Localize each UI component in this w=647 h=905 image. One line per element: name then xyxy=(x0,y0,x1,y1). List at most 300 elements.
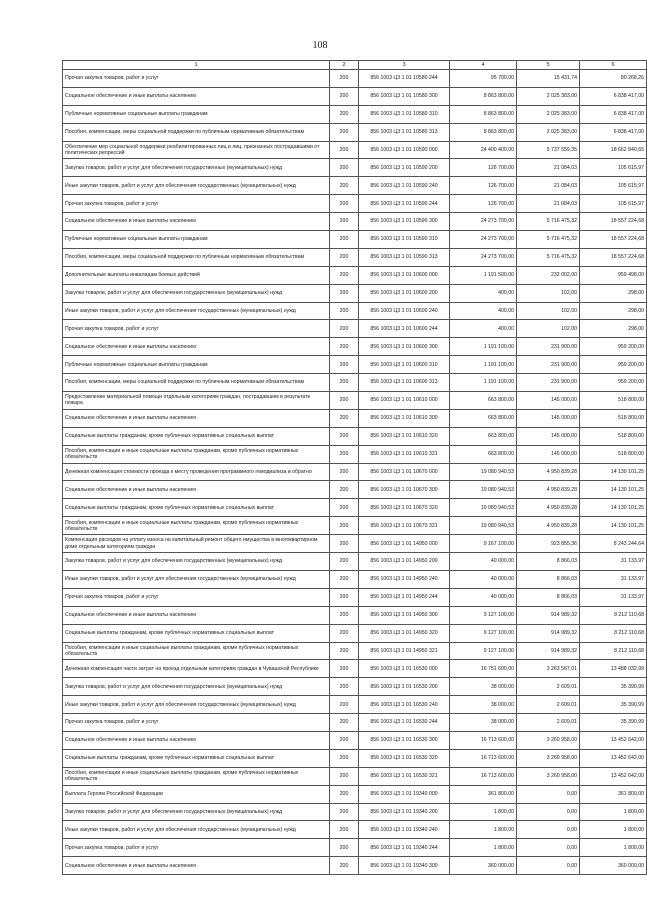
row-rest-cell: 1 800,00 xyxy=(580,839,647,857)
row-code-cell: 200 xyxy=(330,749,359,767)
row-plan-cell: 126 700,00 xyxy=(450,159,517,177)
row-kbk-cell: 856 1003 Ц3 1 01 14950 000 xyxy=(359,535,450,553)
row-fact-cell: 2 609,01 xyxy=(517,714,580,732)
row-plan-cell: 9 127 100,00 xyxy=(450,624,517,642)
row-name-cell: Иные закупки товаров, работ и услуг для обеспечения государственных (муниципальных) нужд xyxy=(63,177,330,195)
row-plan-cell: 16 713 600,00 xyxy=(450,749,517,767)
row-name-cell: Дополнительные выплаты инвалидам боевых действий xyxy=(63,266,330,284)
row-kbk-cell: 856 1003 Ц3 1 01 10590 200 xyxy=(359,159,450,177)
row-rest-cell: 959 200,00 xyxy=(580,374,647,392)
row-rest-cell: 8 243 244,64 xyxy=(580,535,647,553)
header-cell: 1 xyxy=(63,61,330,70)
row-code-cell: 200 xyxy=(330,105,359,123)
row-rest-cell: 18 662 840,65 xyxy=(580,141,647,159)
row-fact-cell: 231 900,00 xyxy=(517,338,580,356)
row-kbk-cell: 856 1003 Ц3 1 01 14950 321 xyxy=(359,642,450,660)
row-name-cell: Социальное обеспечение и иные выплаты населению xyxy=(63,481,330,499)
row-name-cell: Обеспечение мер социальной поддержки реабилитированных лиц и лиц, признанных пострадавшими от политических репрессий xyxy=(63,141,330,159)
row-rest-cell: 14 130 101,25 xyxy=(580,517,647,535)
row-code-cell: 200 xyxy=(330,284,359,302)
row-name-cell: Пособия, компенсации, меры социальной поддержки по публичным нормативным обязательствам xyxy=(63,123,330,141)
row-kbk-cell: 856 1003 Ц3 1 01 10610 000 xyxy=(359,392,450,410)
row-plan-cell: 1 191 100,00 xyxy=(450,356,517,374)
row-name-cell: Прочая закупка товаров, работ и услуг xyxy=(63,588,330,606)
row-plan-cell: 8 863 800,00 xyxy=(450,87,517,105)
row-fact-cell: 2 025 383,00 xyxy=(517,123,580,141)
row-plan-cell: 663 800,00 xyxy=(450,427,517,445)
row-plan-cell: 38 000,00 xyxy=(450,714,517,732)
row-code-cell: 200 xyxy=(330,374,359,392)
row-kbk-cell: 856 1003 Ц3 1 01 10580 300 xyxy=(359,87,450,105)
table-row xyxy=(63,445,647,463)
row-name-cell: Пособия, компенсации и иные социальные выплаты гражданам, кроме публичных нормативных обязательств xyxy=(63,767,330,785)
row-code-cell: 200 xyxy=(330,553,359,571)
row-plan-cell: 663 800,00 xyxy=(450,409,517,427)
row-plan-cell: 19 080 940,53 xyxy=(450,499,517,517)
row-code-cell: 200 xyxy=(330,499,359,517)
row-rest-cell: 18 557 224,68 xyxy=(580,248,647,266)
row-kbk-cell: 856 1003 Ц3 1 01 19340 000 xyxy=(359,785,450,803)
row-code-cell: 200 xyxy=(330,714,359,732)
table-row xyxy=(63,248,647,266)
row-name-cell: Пособия, компенсации и иные социальные выплаты гражданам, кроме публичных нормативных обязательств xyxy=(63,517,330,535)
row-kbk-cell: 856 1003 Ц3 1 01 14950 300 xyxy=(359,606,450,624)
row-fact-cell: 4 950 839,28 xyxy=(517,517,580,535)
row-kbk-cell: 856 1003 Ц3 1 01 10590 310 xyxy=(359,231,450,249)
row-fact-cell: 145 000,00 xyxy=(517,392,580,410)
row-plan-cell: 24 273 700,00 xyxy=(450,248,517,266)
row-code-cell: 200 xyxy=(330,427,359,445)
row-kbk-cell: 856 1003 Ц3 1 01 10670 000 xyxy=(359,463,450,481)
table-row xyxy=(63,803,647,821)
row-kbk-cell: 856 1003 Ц3 1 01 10610 321 xyxy=(359,445,450,463)
table-row xyxy=(63,714,647,732)
row-fact-cell: 0,00 xyxy=(517,821,580,839)
row-plan-cell: 8 863 800,00 xyxy=(450,105,517,123)
row-name-cell: Прочая закупка товаров, работ и услуг xyxy=(63,70,330,88)
row-plan-cell: 1 800,00 xyxy=(450,803,517,821)
table-row xyxy=(63,213,647,231)
row-kbk-cell: 856 1003 Ц3 1 01 16530 320 xyxy=(359,749,450,767)
row-rest-cell: 8 212 110,68 xyxy=(580,624,647,642)
row-name-cell: Иные закупки товаров, работ и услуг для обеспечения государственных (муниципальных) нужд xyxy=(63,570,330,588)
row-kbk-cell: 856 1003 Ц3 1 01 19340 300 xyxy=(359,857,450,875)
row-kbk-cell: 856 1003 Ц3 1 01 19340 244 xyxy=(359,839,450,857)
row-rest-cell: 105 615,97 xyxy=(580,177,647,195)
row-rest-cell: 31 133,97 xyxy=(580,570,647,588)
row-kbk-cell: 856 1003 Ц3 1 01 10670 321 xyxy=(359,517,450,535)
row-code-cell: 200 xyxy=(330,821,359,839)
row-name-cell: Закупка товаров, работ и услуг для обеспечения государственных (муниципальных) нужд xyxy=(63,553,330,571)
row-code-cell: 200 xyxy=(330,248,359,266)
table-row xyxy=(63,821,647,839)
row-code-cell: 200 xyxy=(330,642,359,660)
table-row xyxy=(63,839,647,857)
row-kbk-cell: 856 1003 Ц3 1 01 10670 300 xyxy=(359,481,450,499)
row-plan-cell: 19 080 940,53 xyxy=(450,463,517,481)
row-name-cell: Пособия, компенсации, меры социальной поддержки по публичным нормативным обязательствам xyxy=(63,374,330,392)
row-plan-cell: 400,00 xyxy=(450,284,517,302)
row-kbk-cell: 856 1003 Ц3 1 01 19340 200 xyxy=(359,803,450,821)
row-name-cell: Социальное обеспечение и иные выплаты населению xyxy=(63,213,330,231)
row-name-cell: Социальное обеспечение и иные выплаты населению xyxy=(63,409,330,427)
row-plan-cell: 40 000,00 xyxy=(450,588,517,606)
table-row xyxy=(63,284,647,302)
row-kbk-cell: 856 1003 Ц3 1 01 16530 244 xyxy=(359,714,450,732)
row-code-cell: 200 xyxy=(330,409,359,427)
row-name-cell: Закупка товаров, работ и услуг для обеспечения государственных (муниципальных) нужд xyxy=(63,284,330,302)
row-code-cell: 200 xyxy=(330,857,359,875)
row-rest-cell: 14 130 101,25 xyxy=(580,481,647,499)
table-header-row xyxy=(63,61,647,70)
row-code-cell: 200 xyxy=(330,803,359,821)
row-plan-cell: 1 800,00 xyxy=(450,839,517,857)
row-plan-cell: 19 080 940,53 xyxy=(450,517,517,535)
budget-table xyxy=(62,60,647,875)
row-fact-cell: 914 989,32 xyxy=(517,606,580,624)
row-rest-cell: 518 800,00 xyxy=(580,409,647,427)
table-row xyxy=(63,767,647,785)
row-code-cell: 200 xyxy=(330,535,359,553)
row-plan-cell: 24 400 400,00 xyxy=(450,141,517,159)
row-fact-cell: 8 866,03 xyxy=(517,570,580,588)
row-kbk-cell: 856 1003 Ц3 1 01 14950 320 xyxy=(359,624,450,642)
row-name-cell: Закупка товаров, работ и услуг для обеспечения государственных (муниципальных) нужд xyxy=(63,803,330,821)
row-rest-cell: 18 557 224,68 xyxy=(580,213,647,231)
header-cell: 5 xyxy=(517,61,580,70)
row-fact-cell: 2 609,01 xyxy=(517,678,580,696)
row-kbk-cell: 856 1003 Ц3 1 01 14950 200 xyxy=(359,553,450,571)
row-kbk-cell: 856 1003 Ц3 1 01 10600 310 xyxy=(359,356,450,374)
row-fact-cell: 2 609,01 xyxy=(517,696,580,714)
row-fact-cell: 3 260 958,00 xyxy=(517,767,580,785)
row-code-cell: 200 xyxy=(330,517,359,535)
table-row xyxy=(63,660,647,678)
row-kbk-cell: 856 1003 Ц3 1 01 10580 313 xyxy=(359,123,450,141)
row-fact-cell: 102,00 xyxy=(517,320,580,338)
row-name-cell: Прочая закупка товаров, работ и услуг xyxy=(63,839,330,857)
row-plan-cell: 1 191 100,00 xyxy=(450,338,517,356)
row-fact-cell: 0,00 xyxy=(517,803,580,821)
table-row xyxy=(63,624,647,642)
row-name-cell: Иные закупки товаров, работ и услуг для обеспечения государственных (муниципальных) нужд xyxy=(63,696,330,714)
row-name-cell: Предоставление материальной помощи отдельным категориям граждан, пострадавшим в результате пожара xyxy=(63,392,330,410)
row-rest-cell: 13 452 642,00 xyxy=(580,731,647,749)
row-fact-cell: 8 866,03 xyxy=(517,553,580,571)
row-name-cell: Прочая закупка товаров, работ и услуг xyxy=(63,320,330,338)
row-rest-cell: 13 488 032,99 xyxy=(580,660,647,678)
row-fact-cell: 3 263 567,01 xyxy=(517,660,580,678)
row-code-cell: 200 xyxy=(330,678,359,696)
row-rest-cell: 80 268,26 xyxy=(580,70,647,88)
row-rest-cell: 298,00 xyxy=(580,284,647,302)
row-rest-cell: 14 130 101,25 xyxy=(580,463,647,481)
table-row xyxy=(63,320,647,338)
row-fact-cell: 145 000,00 xyxy=(517,445,580,463)
row-plan-cell: 663 800,00 xyxy=(450,392,517,410)
row-fact-cell: 923 855,36 xyxy=(517,535,580,553)
table-row xyxy=(63,266,647,284)
row-code-cell: 200 xyxy=(330,70,359,88)
header-cell: 6 xyxy=(580,61,647,70)
row-rest-cell: 14 130 101,25 xyxy=(580,499,647,517)
table-row xyxy=(63,409,647,427)
row-plan-cell: 400,00 xyxy=(450,302,517,320)
row-name-cell: Социальные выплаты гражданам, кроме публичных нормативных социальных выплат xyxy=(63,427,330,445)
table-row xyxy=(63,159,647,177)
row-kbk-cell: 856 1003 Ц3 1 01 14950 240 xyxy=(359,570,450,588)
row-rest-cell: 35 390,99 xyxy=(580,714,647,732)
row-rest-cell: 6 838 417,00 xyxy=(580,87,647,105)
table-row xyxy=(63,463,647,481)
row-code-cell: 200 xyxy=(330,177,359,195)
row-name-cell: Социальные выплаты гражданам, кроме публичных нормативных социальных выплат xyxy=(63,624,330,642)
table-row xyxy=(63,70,647,88)
row-name-cell: Публичные нормативные социальные выплаты гражданам xyxy=(63,105,330,123)
row-rest-cell: 1 800,00 xyxy=(580,821,647,839)
table-row xyxy=(63,642,647,660)
table-row xyxy=(63,535,647,553)
table-row xyxy=(63,123,647,141)
row-rest-cell: 13 452 642,00 xyxy=(580,749,647,767)
row-fact-cell: 145 000,00 xyxy=(517,409,580,427)
row-code-cell: 200 xyxy=(330,624,359,642)
row-rest-cell: 35 390,99 xyxy=(580,696,647,714)
row-plan-cell: 16 751 600,00 xyxy=(450,660,517,678)
row-kbk-cell: 856 1003 Ц3 1 01 16530 240 xyxy=(359,696,450,714)
row-fact-cell: 0,00 xyxy=(517,857,580,875)
table-row xyxy=(63,553,647,571)
row-plan-cell: 19 080 940,53 xyxy=(450,481,517,499)
table-row xyxy=(63,749,647,767)
row-code-cell: 200 xyxy=(330,481,359,499)
row-name-cell: Компенсация расходов на уплату взноса на капитальный ремонт общего имущества в многоквартирном доме отдельным категориям граждан xyxy=(63,535,330,553)
row-name-cell: Денежная компенсация части затрат на проезд отдельным категориям граждан в Чувашской Республике xyxy=(63,660,330,678)
row-code-cell: 200 xyxy=(330,141,359,159)
row-code-cell: 200 xyxy=(330,213,359,231)
row-fact-cell: 231 900,00 xyxy=(517,356,580,374)
row-code-cell: 200 xyxy=(330,463,359,481)
row-name-cell: Пособия, компенсации и иные социальные выплаты гражданам, кроме публичных нормативных обязательств xyxy=(63,642,330,660)
row-code-cell: 200 xyxy=(330,159,359,177)
row-code-cell: 200 xyxy=(330,266,359,284)
row-name-cell: Публичные нормативные социальные выплаты гражданам xyxy=(63,356,330,374)
row-fact-cell: 4 950 839,28 xyxy=(517,463,580,481)
row-plan-cell: 40 000,00 xyxy=(450,553,517,571)
row-plan-cell: 24 273 700,00 xyxy=(450,231,517,249)
row-kbk-cell: 856 1003 Ц3 1 01 10610 320 xyxy=(359,427,450,445)
row-kbk-cell: 856 1003 Ц3 1 01 10600 313 xyxy=(359,374,450,392)
row-name-cell: Социальное обеспечение и иные выплаты населению xyxy=(63,606,330,624)
row-plan-cell: 1 191 100,00 xyxy=(450,374,517,392)
row-plan-cell: 360 000,00 xyxy=(450,857,517,875)
row-rest-cell: 360 000,00 xyxy=(580,857,647,875)
row-code-cell: 200 xyxy=(330,195,359,213)
table-row xyxy=(63,588,647,606)
row-code-cell: 200 xyxy=(330,231,359,249)
row-name-cell: Социальные выплаты гражданам, кроме публичных нормативных социальных выплат xyxy=(63,749,330,767)
row-fact-cell: 5 737 559,35 xyxy=(517,141,580,159)
page-number: 108 xyxy=(312,40,328,51)
row-plan-cell: 95 700,00 xyxy=(450,70,517,88)
table-row xyxy=(63,678,647,696)
row-kbk-cell: 856 1003 Ц3 1 01 10610 300 xyxy=(359,409,450,427)
row-fact-cell: 2 025 383,00 xyxy=(517,105,580,123)
row-plan-cell: 9 127 100,00 xyxy=(450,606,517,624)
row-fact-cell: 231 900,00 xyxy=(517,374,580,392)
row-code-cell: 200 xyxy=(330,338,359,356)
row-fact-cell: 21 084,03 xyxy=(517,159,580,177)
row-code-cell: 200 xyxy=(330,606,359,624)
row-rest-cell: 31 133,97 xyxy=(580,553,647,571)
row-kbk-cell: 856 1003 Ц3 1 01 10580 310 xyxy=(359,105,450,123)
row-plan-cell: 40 000,00 xyxy=(450,570,517,588)
row-rest-cell: 1 800,00 xyxy=(580,803,647,821)
row-rest-cell: 8 212 110,68 xyxy=(580,642,647,660)
row-kbk-cell: 856 1003 Ц3 1 01 10600 200 xyxy=(359,284,450,302)
row-name-cell: Пособия, компенсации и иные социальные выплаты гражданам, кроме публичных нормативных обязательств xyxy=(63,445,330,463)
row-fact-cell: 5 716 475,32 xyxy=(517,248,580,266)
row-name-cell: Социальное обеспечение и иные выплаты населению xyxy=(63,857,330,875)
row-plan-cell: 400,00 xyxy=(450,320,517,338)
row-fact-cell: 4 950 839,28 xyxy=(517,499,580,517)
row-kbk-cell: 856 1003 Ц3 1 01 10590 244 xyxy=(359,195,450,213)
header-cell: 2 xyxy=(330,61,359,70)
table-row xyxy=(63,374,647,392)
row-fact-cell: 3 260 958,00 xyxy=(517,731,580,749)
row-name-cell: Пособия, компенсации, меры социальной поддержки по публичным нормативным обязательствам xyxy=(63,248,330,266)
table-row xyxy=(63,481,647,499)
row-name-cell: Прочая закупка товаров, работ и услуг xyxy=(63,195,330,213)
row-kbk-cell: 856 1003 Ц3 1 01 19340 240 xyxy=(359,821,450,839)
row-fact-cell: 102,00 xyxy=(517,284,580,302)
row-plan-cell: 9 167 100,00 xyxy=(450,535,517,553)
row-rest-cell: 518 800,00 xyxy=(580,427,647,445)
row-fact-cell: 914 989,32 xyxy=(517,624,580,642)
row-fact-cell: 21 084,03 xyxy=(517,195,580,213)
row-rest-cell: 13 452 642,00 xyxy=(580,767,647,785)
table-row xyxy=(63,356,647,374)
row-plan-cell: 8 863 800,00 xyxy=(450,123,517,141)
table-row xyxy=(63,105,647,123)
row-name-cell: Закупка товаров, работ и услуг для обеспечения государственных (муниципальных) нужд xyxy=(63,678,330,696)
row-fact-cell: 914 989,32 xyxy=(517,642,580,660)
row-code-cell: 200 xyxy=(330,570,359,588)
row-rest-cell: 518 800,00 xyxy=(580,445,647,463)
table-row xyxy=(63,696,647,714)
table-row xyxy=(63,499,647,517)
row-code-cell: 200 xyxy=(330,696,359,714)
row-kbk-cell: 856 1003 Ц3 1 01 10600 244 xyxy=(359,320,450,338)
row-kbk-cell: 856 1003 Ц3 1 01 16530 300 xyxy=(359,731,450,749)
row-name-cell: Иные закупки товаров, работ и услуг для обеспечения государственных (муниципальных) нужд xyxy=(63,821,330,839)
row-plan-cell: 1 800,00 xyxy=(450,821,517,839)
row-code-cell: 200 xyxy=(330,445,359,463)
row-kbk-cell: 856 1003 Ц3 1 01 10600 300 xyxy=(359,338,450,356)
row-kbk-cell: 856 1003 Ц3 1 01 10670 320 xyxy=(359,499,450,517)
table-row xyxy=(63,427,647,445)
row-fact-cell: 8 866,03 xyxy=(517,588,580,606)
table-row xyxy=(63,302,647,320)
table-row xyxy=(63,857,647,875)
table-row xyxy=(63,231,647,249)
row-name-cell: Денежная компенсация стоимости проезда к месту проведения программного гемодиализа и обратно xyxy=(63,463,330,481)
table-row xyxy=(63,517,647,535)
row-code-cell: 200 xyxy=(330,767,359,785)
row-name-cell: Социальные выплаты гражданам, кроме публичных нормативных социальных выплат xyxy=(63,499,330,517)
table-body xyxy=(63,70,647,875)
row-rest-cell: 31 133,97 xyxy=(580,588,647,606)
row-rest-cell: 361 800,00 xyxy=(580,785,647,803)
header-cell: 4 xyxy=(450,61,517,70)
header-cell: 3 xyxy=(359,61,450,70)
row-kbk-cell: 856 1003 Ц3 1 01 14950 244 xyxy=(359,588,450,606)
table-row xyxy=(63,195,647,213)
row-kbk-cell: 856 1003 Ц3 1 01 10590 240 xyxy=(359,177,450,195)
row-rest-cell: 298,00 xyxy=(580,302,647,320)
row-plan-cell: 126 700,00 xyxy=(450,177,517,195)
row-plan-cell: 38 000,00 xyxy=(450,678,517,696)
row-code-cell: 200 xyxy=(330,87,359,105)
row-kbk-cell: 856 1003 Ц3 1 01 16530 321 xyxy=(359,767,450,785)
row-kbk-cell: 856 1003 Ц3 1 01 16530 200 xyxy=(359,678,450,696)
row-kbk-cell: 856 1003 Ц3 1 01 10600 000 xyxy=(359,266,450,284)
row-fact-cell: 0,00 xyxy=(517,785,580,803)
row-kbk-cell: 856 1003 Ц3 1 01 10580 244 xyxy=(359,70,450,88)
row-plan-cell: 9 127 100,00 xyxy=(450,642,517,660)
table-row xyxy=(63,177,647,195)
row-plan-cell: 1 191 500,00 xyxy=(450,266,517,284)
row-code-cell: 200 xyxy=(330,356,359,374)
row-plan-cell: 38 000,00 xyxy=(450,696,517,714)
row-name-cell: Выплата Героям Российской Федерации xyxy=(63,785,330,803)
row-kbk-cell: 856 1003 Ц3 1 01 10600 240 xyxy=(359,302,450,320)
row-rest-cell: 6 838 417,00 xyxy=(580,105,647,123)
row-rest-cell: 105 615,97 xyxy=(580,195,647,213)
table-row xyxy=(63,87,647,105)
row-rest-cell: 105 615,97 xyxy=(580,159,647,177)
row-name-cell: Иные закупки товаров, работ и услуг для обеспечения государственных (муниципальных) нужд xyxy=(63,302,330,320)
row-fact-cell: 4 950 839,28 xyxy=(517,481,580,499)
row-fact-cell: 145 000,00 xyxy=(517,427,580,445)
row-plan-cell: 663 800,00 xyxy=(450,445,517,463)
table-row xyxy=(63,570,647,588)
row-plan-cell: 361 800,00 xyxy=(450,785,517,803)
table-row xyxy=(63,141,647,159)
row-plan-cell: 16 713 600,00 xyxy=(450,731,517,749)
row-rest-cell: 18 557 224,68 xyxy=(580,231,647,249)
row-fact-cell: 21 084,03 xyxy=(517,177,580,195)
row-fact-cell: 3 260 958,00 xyxy=(517,749,580,767)
row-name-cell: Прочая закупка товаров, работ и услуг xyxy=(63,714,330,732)
row-rest-cell: 959 498,00 xyxy=(580,266,647,284)
row-kbk-cell: 856 1003 Ц3 1 01 16530 000 xyxy=(359,660,450,678)
row-fact-cell: 0,00 xyxy=(517,839,580,857)
row-rest-cell: 959 200,00 xyxy=(580,356,647,374)
row-name-cell: Закупка товаров, работ и услуг для обеспечения государственных (муниципальных) нужд xyxy=(63,159,330,177)
row-name-cell: Социальное обеспечение и иные выплаты населению xyxy=(63,87,330,105)
row-plan-cell: 126 700,00 xyxy=(450,195,517,213)
row-fact-cell: 2 025 383,00 xyxy=(517,87,580,105)
row-code-cell: 200 xyxy=(330,785,359,803)
table-row xyxy=(63,338,647,356)
row-kbk-cell: 856 1003 Ц3 1 01 10590 000 xyxy=(359,141,450,159)
row-kbk-cell: 856 1003 Ц3 1 01 10590 313 xyxy=(359,248,450,266)
row-rest-cell: 6 838 417,00 xyxy=(580,123,647,141)
row-fact-cell: 232 002,00 xyxy=(517,266,580,284)
row-plan-cell: 24 273 700,00 xyxy=(450,213,517,231)
row-rest-cell: 8 212 110,68 xyxy=(580,606,647,624)
